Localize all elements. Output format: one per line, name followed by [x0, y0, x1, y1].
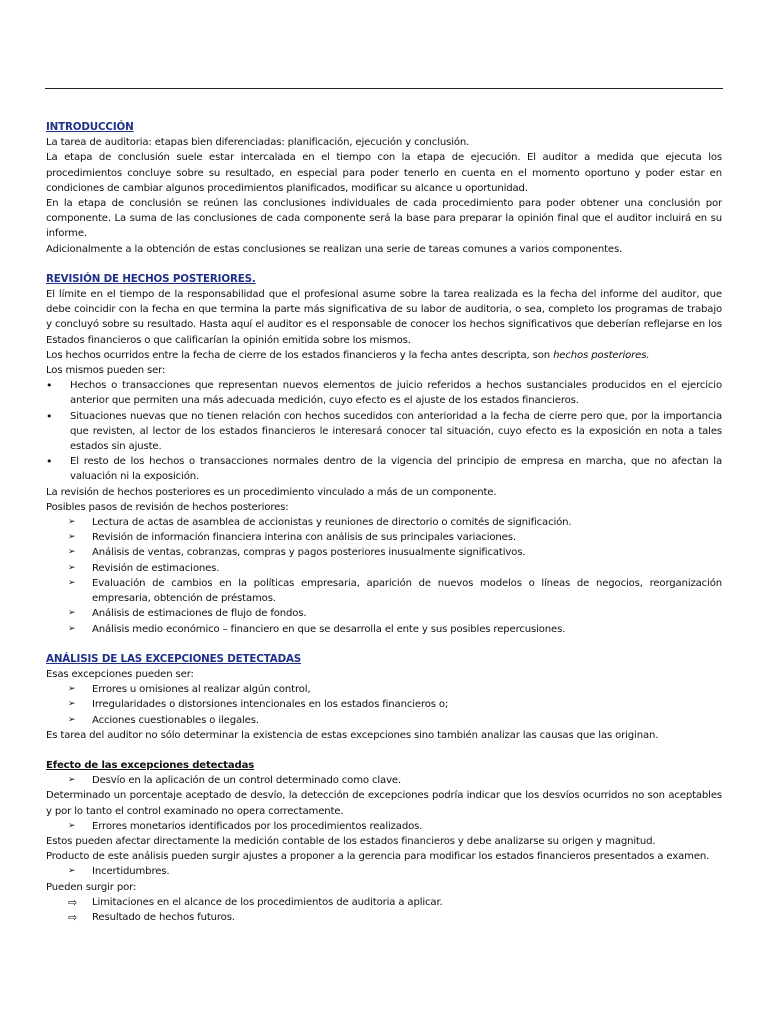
paragraph: Es tarea del auditor no sólo determinar la existencia de estas excepciones sino también analizar las causas que las originan.	[46, 729, 659, 741]
paragraph-text: Los hechos ocurridos entre la fecha de cierre de los estados financieros y la fecha antes descripta, son	[46, 349, 554, 361]
section-heading: ANÁLISIS DE LAS EXCEPCIONES DETECTADAS	[46, 652, 302, 665]
section-heading: REVISIÓN DE HECHOS POSTERIORES.	[46, 272, 256, 285]
list-item: ➢ Análisis de estimaciones de flujo de fondos.	[46, 606, 722, 621]
outline-arrow-list	[46, 895, 722, 925]
arrow-bullet-icon: ➢	[68, 562, 76, 573]
list-item: ➢ Revisión de estimaciones.	[46, 561, 722, 576]
list-item: ➢ Revisión de información financiera interina con análisis de sus principales variaciones.	[46, 530, 722, 545]
arrow-list	[46, 819, 722, 834]
section-excepciones	[46, 652, 722, 743]
paragraph	[46, 348, 722, 363]
bullet-icon: •	[46, 409, 53, 423]
subsection-heading: Efecto de las excepciones detectadas	[46, 759, 255, 771]
arrow-list	[46, 864, 722, 879]
list-item: • Hechos o transacciones que representan nuevos elementos de juicio referidos a hechos sustanciales producidos en el ejercicio anterior que permiten una más adecuada medición, cuyo efecto es el ajuste de los estados financieros.	[46, 379, 722, 407]
list-item: • Situaciones nuevas que no tienen relación con hechos sucedidos con anterioridad a la fecha de cierre pero que, por la importancia que revisten, al lector de los estados financieros le interesará conocer tal situación, cuyo efecto es la exposición en nota a tales estados sin ajuste.	[46, 409, 722, 453]
outline-arrow-icon: ⇨	[68, 910, 78, 924]
emphasis-text: hechos posteriores.	[553, 349, 650, 361]
arrow-bullet-icon: ➢	[68, 775, 76, 786]
paragraph: Posibles pasos de revisión de hechos posteriores:	[46, 501, 289, 513]
arrow-bullet-icon: ➢	[68, 577, 76, 588]
bullet-icon: •	[46, 379, 53, 393]
arrow-bullet-icon: ➢	[68, 608, 76, 619]
arrow-bullet-icon: ➢	[68, 866, 76, 877]
bullet-list	[46, 378, 722, 484]
paragraph: Determinado un porcentaje aceptado de desvío, la detección de excepciones podría indicar que los desvíos ocurridos no son aceptables y por lo tanto el control examinado no opera correctamente.	[46, 790, 722, 817]
paragraph: Adicionalmente a la obtención de estas conclusiones se realizan una serie de tareas comunes a varios componentes.	[46, 243, 623, 255]
paragraph: Pueden surgir por:	[46, 881, 137, 893]
arrow-bullet-icon: ➢	[68, 517, 76, 528]
arrow-list	[46, 682, 722, 728]
paragraph: La etapa de conclusión suele estar intercalada en el tiempo con la etapa de ejecución. El auditor a medida que ejecuta los procedimientos concluye sobre su resultado, en especial para poder tenerlo en cuenta en el momento oportuno y poder estar en condiciones de cambiar algunos procedimientos planificados, modificar su alcance u oportunidad.	[46, 152, 722, 194]
list-item: ➢ Evaluación de cambios en la políticas empresaria, aparición de nuevos modelos o líneas de negocios, reorganización empresaria, obtención de préstamos.	[68, 577, 722, 605]
header-rule	[45, 88, 723, 89]
list-item: • El resto de los hechos o transacciones normales dentro de la vigencia del principio de empresa en marcha, que no afectan la valuación ni la exposición.	[46, 455, 722, 483]
arrow-bullet-icon: ➢	[68, 820, 76, 831]
list-item: ➢ Análisis medio económico – financiero en que se desarrolla el ente y sus posibles repercusiones.	[46, 622, 722, 637]
section-efecto	[46, 758, 722, 925]
paragraph: La revisión de hechos posteriores es un procedimiento vinculado a más de un componente.	[46, 486, 497, 498]
list-item: ➢ Acciones cuestionables o ilegales.	[46, 713, 722, 728]
list-item: ➢ Análisis de ventas, cobranzas, compras y pagos posteriores inusualmente significativos.	[46, 545, 722, 560]
list-item: ⇨ Resultado de hechos futuros.	[68, 910, 235, 924]
arrow-bullet-icon: ➢	[68, 547, 76, 558]
list-item: ➢ Lectura de actas de asamblea de accionistas y reuniones de directorio o comités de significación.	[46, 515, 722, 530]
list-item: ➢ Errores monetarios identificados por los procedimientos realizados.	[46, 819, 722, 834]
paragraph: Producto de este análisis pueden surgir ajustes a proponer a la gerencia para modificar los estados financieros presentados a examen.	[46, 851, 710, 863]
paragraph: La tarea de auditoria: etapas bien diferenciadas: planificación, ejecución y conclusión.	[46, 137, 470, 149]
section-intro	[46, 120, 722, 257]
bullet-icon: •	[46, 455, 53, 469]
paragraph: Esas excepciones pueden ser:	[46, 668, 194, 680]
paragraph: El límite en el tiempo de la responsabilidad que el profesional asume sobre la tarea realizada es la fecha del informe del auditor, que debe coincidir con la fecha en que termina la parte más significativa de su labor de auditoria, o sea, completo los programas de trabajo y concluyó sobre su resultado. Hasta aquí el auditor es el responsable de conocer los hechos significativos que deberían reflejarse en los Estados financieros o que calificarían la opinión emitida sobre los mismos.	[46, 289, 722, 346]
arrow-bullet-icon: ➢	[68, 699, 76, 710]
arrow-bullet-icon: ➢	[68, 684, 76, 695]
paragraph: Los mismos pueden ser:	[46, 365, 166, 377]
arrow-bullet-icon: ➢	[68, 623, 76, 634]
arrow-bullet-icon: ➢	[68, 532, 76, 543]
paragraph: Estos pueden afectar directamente la medición contable de los estados financieros y debe analizarse su origen y magnitud.	[46, 835, 656, 847]
section-heading: INTRODUCCIÓN	[46, 121, 134, 133]
list-item: ➢ Irregularidades o distorsiones intencionales en los estados financieros o;	[46, 697, 722, 712]
arrow-list	[46, 515, 722, 637]
document-page	[46, 120, 722, 925]
list-item: ⇨ Limitaciones en el alcance de los procedimientos de auditoria a aplicar.	[68, 895, 443, 909]
arrow-bullet-icon: ➢	[68, 714, 76, 725]
paragraph: En la etapa de conclusión se reúnen las conclusiones individuales de cada procedimiento para poder obtener una conclusión por componente. La suma de las conclusiones de cada componente será la base para preparar la opinión final que el auditor incluirá en su informe.	[46, 198, 722, 240]
list-item: ➢ Incertidumbres.	[46, 864, 722, 879]
outline-arrow-icon: ⇨	[68, 895, 78, 909]
list-item: ➢ Errores u omisiones al realizar algún control,	[46, 682, 722, 697]
arrow-list	[46, 773, 722, 788]
section-revision	[46, 272, 722, 637]
list-item: ➢ Desvío en la aplicación de un control determinado como clave.	[46, 773, 722, 788]
